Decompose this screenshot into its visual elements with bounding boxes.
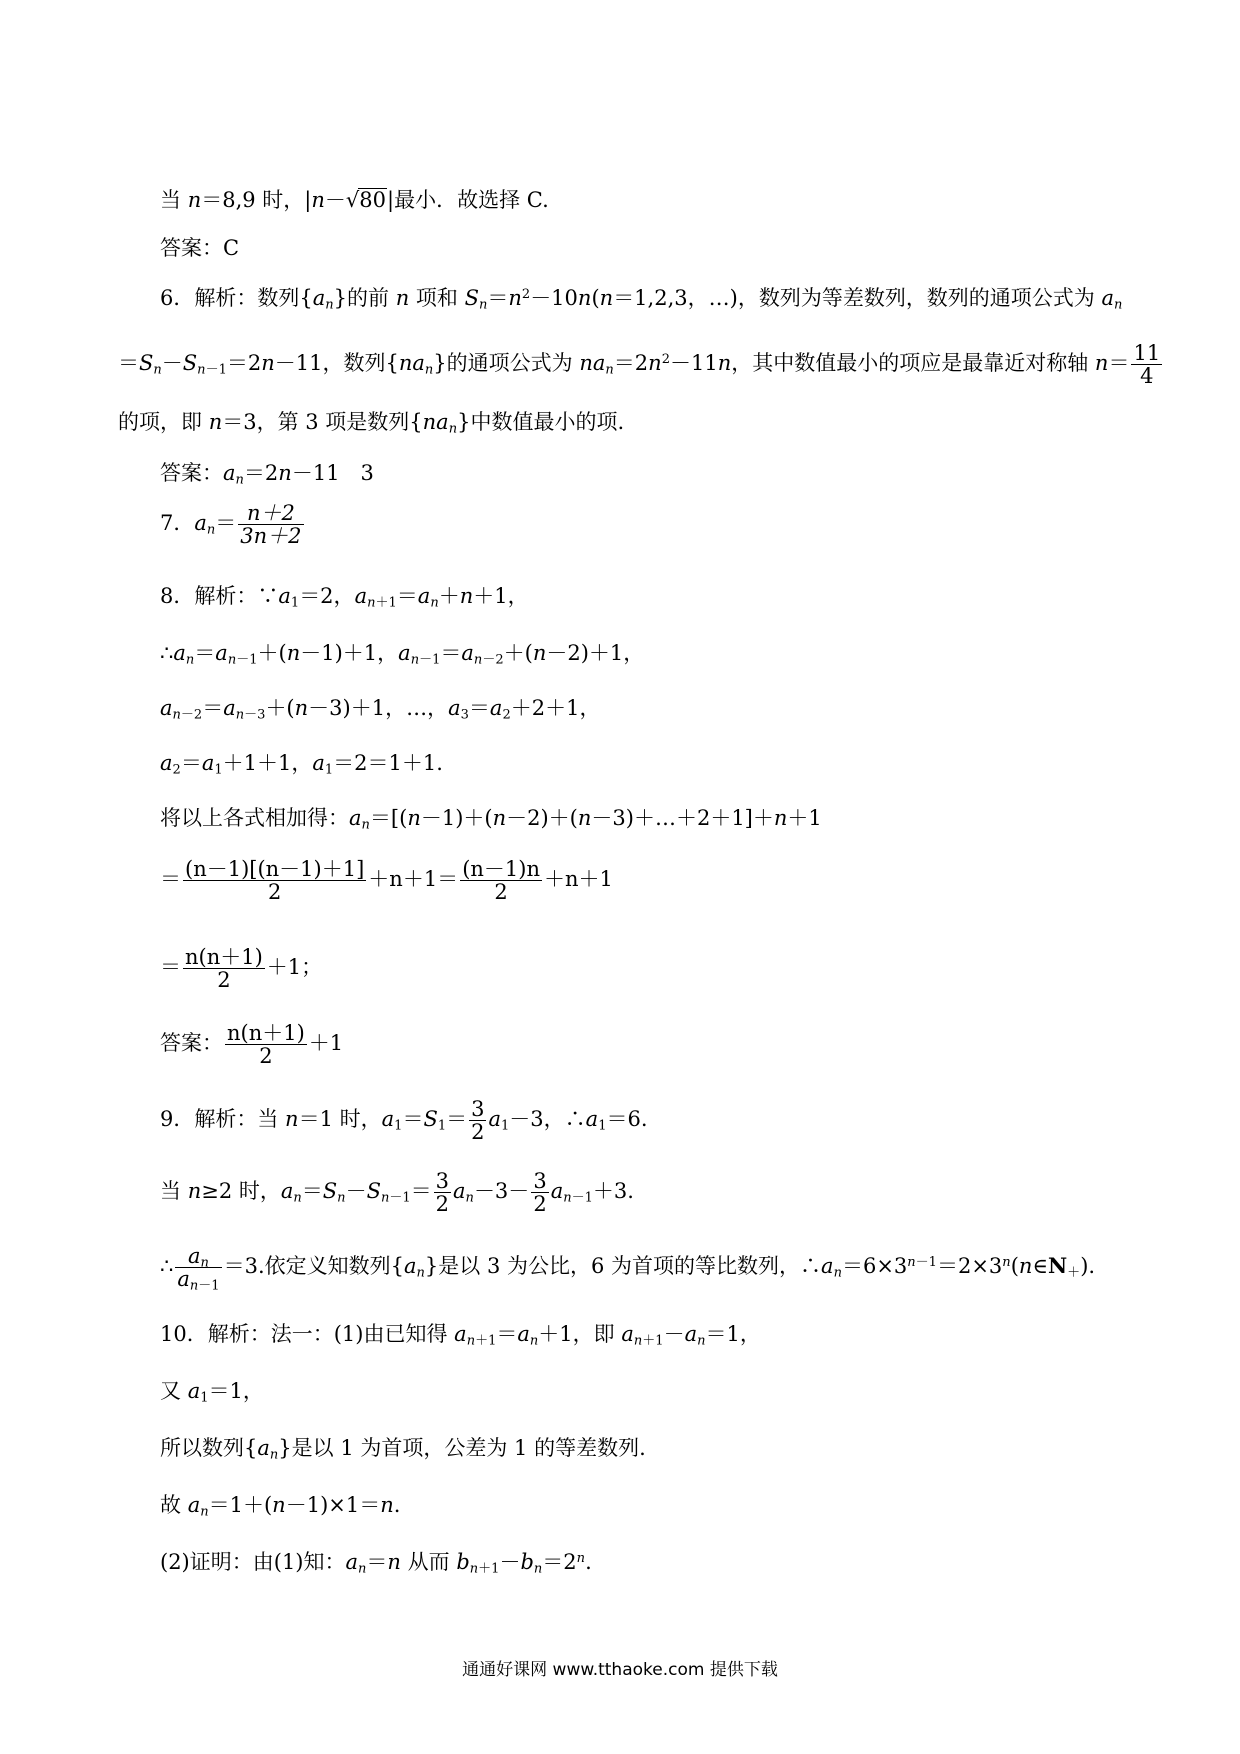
q6-line-3: 的项，即 n＝3，第 3 项是数列$\{na_n\}$中数值最小的项. [118, 410, 625, 437]
fraction: $\frac{(n-1)n}{2}$ [462, 857, 540, 905]
q10-line-1: 10．解析：法一：(1)由已知得 $a_{n+1}=a_n+1$，即 $a_{n+1}-a_n=1$， [160, 1322, 761, 1349]
q6-line-1: 6．解析：数列$\{a_n\}$的前 n 项和 $S_n=n^2-10n(n=1,2,3$，…)，数列为等差数列，数列的通项公式为 $a_n$ [160, 286, 1123, 313]
q7-line: 7．$a_n=$ $\frac{n+2}{3n+2}$ [160, 501, 302, 549]
page-footer: 通通好课网 www.tthaoke.com 提供下载 [462, 1660, 778, 1680]
q8-line-1: 8．解析：$\because a_1=2$，$a_{n+1}=a_n+n+1$， [160, 584, 529, 611]
fraction: $\frac{a_n}{a_{n-1}}$ [177, 1244, 220, 1294]
q8-line-7: ＝ $\frac{n(n+1)}{2}$ ＋1； [160, 945, 323, 993]
text-line: 当 n＝8,9 时，|n－√80|最小．故选择 C. [160, 188, 549, 212]
fraction: $\frac{11}{4}$ [1133, 341, 1161, 389]
q8-line-4: $a_2=a_1+1+1$，$a_1=2=1+1$. [160, 751, 443, 778]
fraction: $\frac{n+2}{3n+2}$ [240, 501, 302, 549]
q8-line-6: ＝ $\frac{(n-1)[(n-1)+1]}{2}$ ＋n＋1＝ $\frac{(n-1)n}{2}$ ＋n＋1 [160, 857, 613, 905]
q10-line-2: 又 $a_1=1$， [160, 1379, 264, 1406]
answer-line: 答案： $\frac{n(n+1)}{2}$ ＋1 [160, 1021, 344, 1069]
fraction: $\frac{3}{2}$ [471, 1097, 485, 1145]
fraction: $\frac{(n-1)[(n-1)+1]}{2}$ [185, 857, 365, 905]
q6-line-2: $=S_n-S_{n-1}=2n-11$，数列$\{na_n\}$的通项公式为 $na_n=2n^2-11n$，其中数值最小的项应是最靠近对称轴 n＝ $\frac{11}{4}$ [118, 341, 1161, 389]
q8-line-2: $\therefore a_n=a_{n-1}+(n-1)+1$，$a_{n-1}=a_{n-2}+(n-2)+1$， [160, 641, 645, 668]
q9-line-1: 9．解析：当 n＝1 时，$a_1=S_1=$ $\frac{3}{2}$ $a_1-3$，$\therefore a_1=6$. [160, 1097, 648, 1145]
answer-line: 答案：$a_n=2n-11$ 3 [160, 461, 374, 488]
q8-line-5: 将以上各式相加得：$a_n=[(n-1)+(n-2)+(n-3)+\dots+2+1]+n+1$ [160, 806, 822, 833]
fraction: $\frac{n(n+1)}{2}$ [227, 1021, 305, 1069]
fraction: $\frac{n(n+1)}{2}$ [185, 945, 263, 993]
q9-line-3: ∴ $\frac{a_n}{a_{n-1}}$ ＝3.依定义知数列$\{a_n\}$是以 3 为公比，6 为首项的等比数列，$\therefore a_n=6\times 3^{n-1}=2\times 3^n(n\in N_+)$. [160, 1244, 1096, 1294]
answer-line: 答案：C [160, 236, 240, 260]
q8-line-3: $a_{n-2}=a_{n-3}+(n-3)+1$，…，$a_3=a_2+2+1$， [160, 696, 601, 723]
q9-line-2: 当 n≥2 时，$a_n=S_n-S_{n-1}=$ $\frac{3}{2}$ $a_n-3-$ $\frac{3}{2}$ $a_{n-1}+3$. [160, 1169, 634, 1217]
q10-line-5: (2)证明：由(1)知：$a_n=n$ 从而 $b_{n+1}-b_n=2^n$. [160, 1550, 592, 1577]
q10-line-3: 所以数列$\{a_n\}$是以 1 为首项，公差为 1 的等差数列. [160, 1436, 646, 1463]
fraction: $\frac{3}{2}$ [435, 1169, 450, 1217]
q10-line-4: 故 $a_n=1+(n-1)\times 1=n$. [160, 1493, 401, 1520]
fraction: $\frac{3}{2}$ [533, 1169, 547, 1217]
